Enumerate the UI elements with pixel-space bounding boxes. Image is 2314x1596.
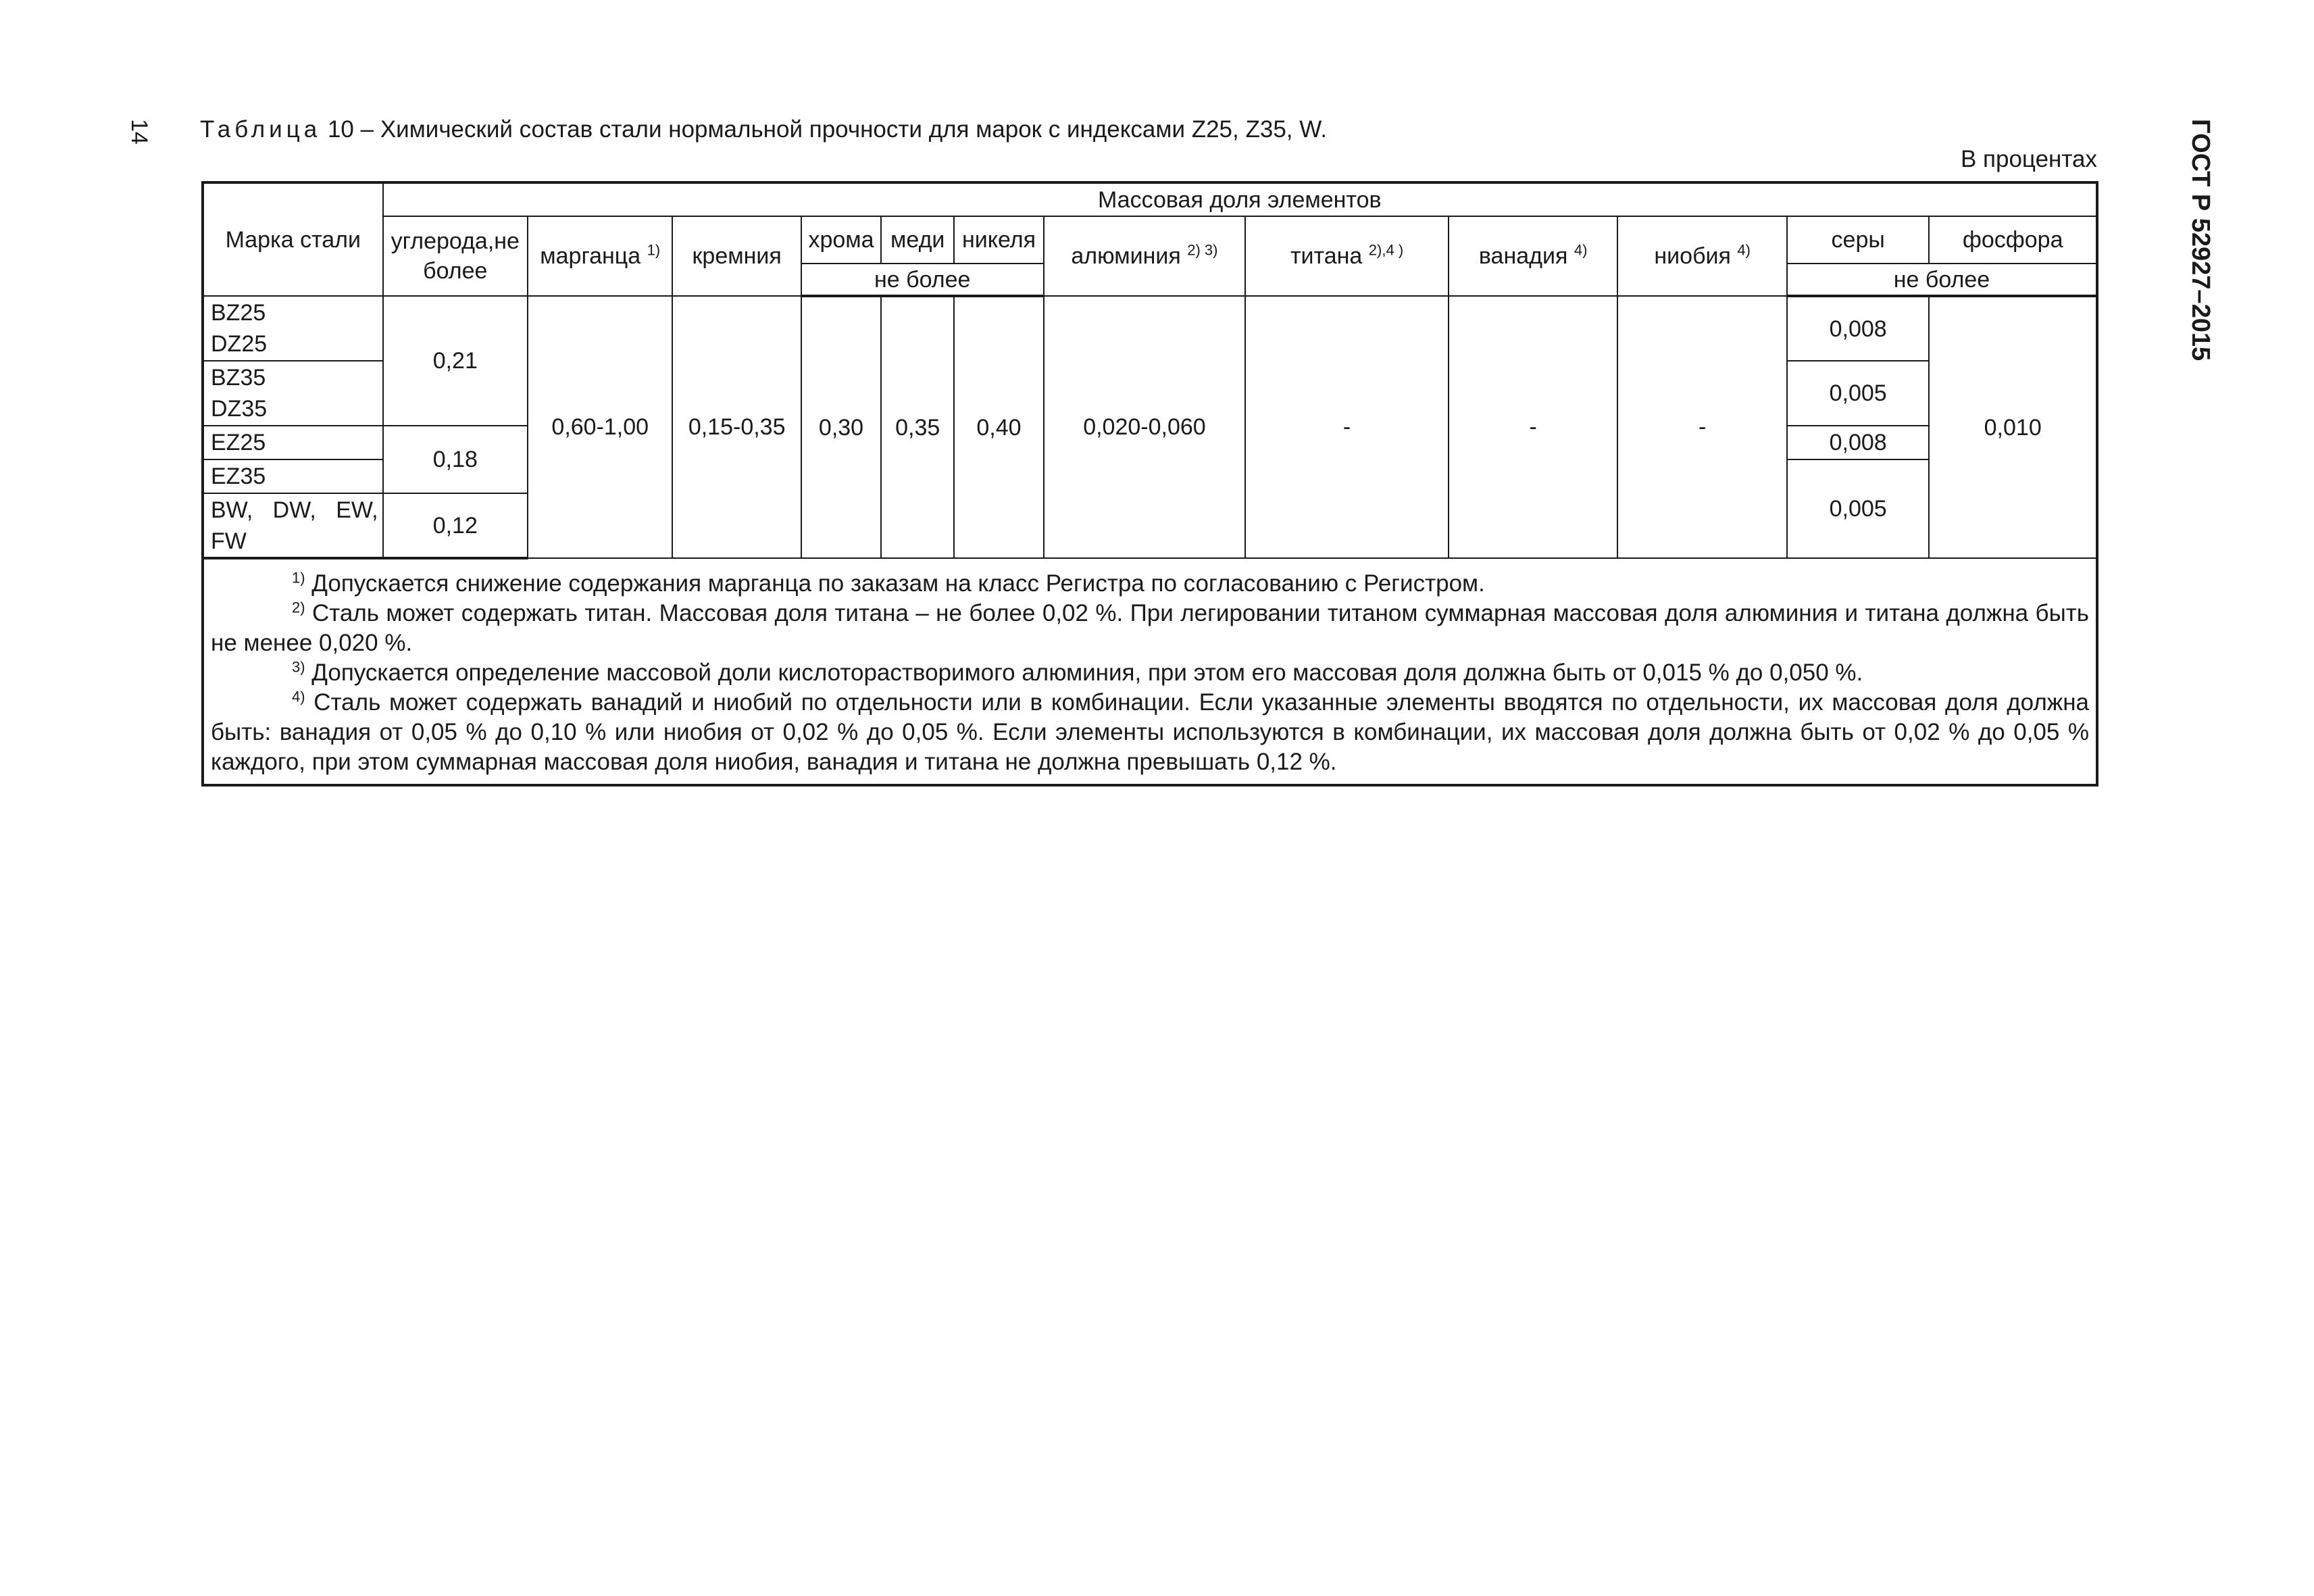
silicon-value: 0,15-0,35 xyxy=(672,296,801,558)
caption-label: Таблица xyxy=(200,116,322,143)
header-copper: меди xyxy=(881,216,954,264)
carbon-value-3: 0,12 xyxy=(383,493,528,558)
header-sulfur: серы xyxy=(1787,216,1929,264)
header-chromium: хрома xyxy=(801,216,881,264)
note-2-marker: 2) xyxy=(292,599,305,616)
note-3-text: Допускается определение массовой доли кислоторастворимого алюминия, при этом его массовая доля должна быть от 0,015 % до 0,050 %. xyxy=(311,659,1863,686)
table-caption xyxy=(200,116,1327,143)
grade-ez25: EZ25 xyxy=(203,426,383,459)
nickel-value: 0,40 xyxy=(954,296,1043,558)
header-carbon: углерода,не более xyxy=(383,216,528,296)
header-grade: Марка стали xyxy=(203,182,383,296)
header-vanadium-sup: 4) xyxy=(1574,241,1588,259)
header-manganese-sup: 1) xyxy=(647,241,661,259)
header-titanium-label: титана xyxy=(1290,243,1363,269)
sulfur-value-2: 0,005 xyxy=(1787,361,1929,426)
header-vanadium-label: ванадия xyxy=(1478,243,1568,269)
copper-value: 0,35 xyxy=(881,296,954,558)
note-2 xyxy=(211,599,2089,658)
note-1-marker: 1) xyxy=(292,569,305,587)
header-not-more-s-p: не более xyxy=(1787,264,2097,296)
header-manganese xyxy=(528,216,672,296)
page-number: 14 xyxy=(126,119,152,145)
phosphorus-value: 0,010 xyxy=(1929,296,2097,558)
chemical-composition-table xyxy=(201,181,2098,787)
header-titanium-sup: 2),4 ) xyxy=(1368,241,1404,259)
header-not-more-cr-cu-ni: не более xyxy=(801,264,1044,296)
grade-bz25-dz25: BZ25 DZ25 xyxy=(203,296,383,361)
note-4 xyxy=(211,688,2089,777)
aluminium-value: 0,020-0,060 xyxy=(1044,296,1246,558)
grade-bz35-dz35: BZ35 DZ35 xyxy=(203,361,383,426)
titanium-value: - xyxy=(1245,296,1449,558)
sulfur-value-1: 0,008 xyxy=(1787,296,1929,361)
header-phosphorus: фосфора xyxy=(1929,216,2097,264)
header-nickel: никеля xyxy=(954,216,1043,264)
header-aluminium xyxy=(1044,216,1246,296)
header-titanium xyxy=(1245,216,1449,296)
header-group: Массовая доля элементов xyxy=(383,182,2097,216)
table-notes xyxy=(203,558,2097,785)
manganese-value: 0,60-1,00 xyxy=(528,296,672,558)
grade-ez35: EZ35 xyxy=(203,459,383,493)
note-4-text: Сталь может содержать ванадий и ниобий по отдельности или в комбинации. Если указанные элементы вводятся по отдельности, их массовая доля должна быть: ванадия от 0,05 % до 0,10 % или ниобия от 0,02 % до 0,05 %. Если элементы используются в комбинации, их массовая доля должна быть от 0,02 % до 0,05 % каждого, при этом суммарная массовая доля ниобия, ванадия и титана не должна превышать 0,12 %. xyxy=(211,689,2089,775)
note-3 xyxy=(211,658,2089,688)
carbon-value-1: 0,21 xyxy=(383,296,528,426)
carbon-value-2: 0,18 xyxy=(383,426,528,493)
grade-w: BW, DW, EW, FW xyxy=(203,493,383,558)
header-manganese-label: марганца xyxy=(540,243,641,269)
units-note: В процентах xyxy=(1960,146,2097,172)
header-vanadium xyxy=(1449,216,1618,296)
header-aluminium-label: алюминия xyxy=(1071,243,1181,269)
sulfur-value-4: 0,005 xyxy=(1787,459,1929,558)
header-niobium-sup: 4) xyxy=(1737,241,1751,259)
header-aluminium-sup: 2) 3) xyxy=(1187,241,1218,259)
note-1-text: Допускается снижение содержания марганца по заказам на класс Регистра по согласованию с Регистром. xyxy=(311,570,1485,597)
header-niobium xyxy=(1617,216,1787,296)
header-silicon: кремния xyxy=(672,216,801,296)
note-1 xyxy=(211,569,2089,599)
note-4-marker: 4) xyxy=(292,688,305,705)
niobium-value: - xyxy=(1617,296,1787,558)
chromium-value: 0,30 xyxy=(801,296,881,558)
standard-code-margin xyxy=(2184,119,2217,403)
sulfur-value-3: 0,008 xyxy=(1787,426,1929,459)
note-2-text: Сталь может содержать титан. Массовая доля титана – не более 0,02 %. При легировании титаном суммарная массовая доля алюминия и титана должна быть не менее 0,020 %. xyxy=(211,600,2090,656)
note-3-marker: 3) xyxy=(292,658,305,676)
caption-text: 10 – Химический состав стали нормальной прочности для марок с индексами Z25, Z35, W. xyxy=(327,116,1328,143)
vanadium-value: - xyxy=(1449,296,1618,558)
header-niobium-label: ниобия xyxy=(1654,243,1731,269)
standard-code: ГОСТ Р 52927–2015 xyxy=(2186,119,2215,361)
